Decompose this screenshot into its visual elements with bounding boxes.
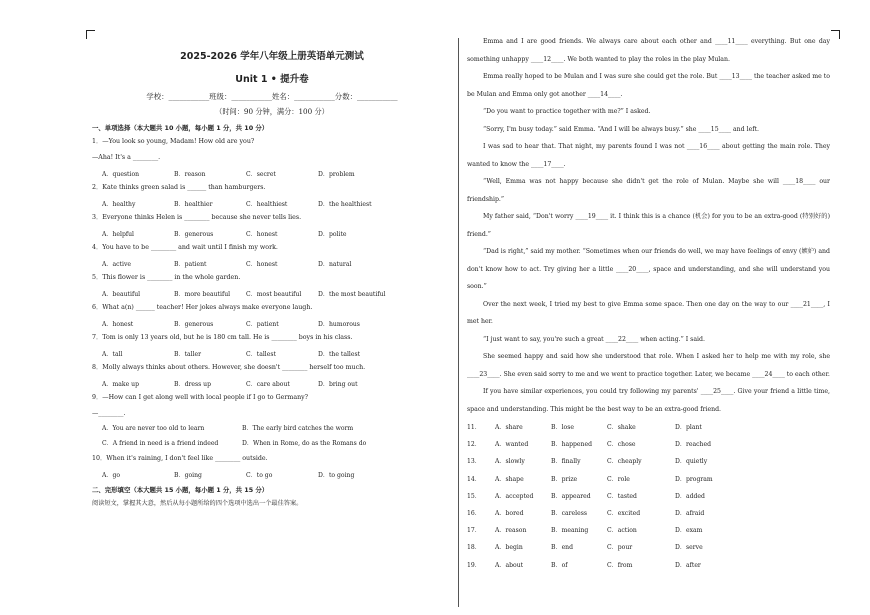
option-row	[92, 259, 452, 268]
option-row	[92, 349, 452, 358]
choice-row	[467, 556, 830, 573]
passage-paragraph: She seemed happy and said how she understood that role. When I asked her to help me with my role, she ____23____. She even said sorry to me and we went to practice together. Later, we became ____24____ to each other.	[467, 353, 830, 378]
section-instructions: 阅读短文，掌握其大意，然后从每小题所给的四个选项中选出一个最佳答案。	[92, 500, 303, 507]
question-stem: 8．Molly always thinks about others. However, she doesn't ________ herself too much.	[92, 364, 366, 371]
cloze-choices	[467, 418, 830, 573]
question-stem: 1．—You look so young, Madam! How old are you?	[92, 138, 255, 145]
answer-option[interactable]: A．You are never too old to learn	[102, 425, 205, 432]
answer-option[interactable]: B．end	[551, 544, 574, 552]
section-heading: 二、完形填空（本大题共 15 小题，每小题 1 分，共 15 分）	[92, 486, 269, 494]
time-score-line: （时间：90 分钟，满分：100 分）	[215, 107, 329, 116]
choice-row	[467, 504, 830, 521]
option-row	[92, 199, 452, 208]
option-row	[102, 424, 452, 433]
answer-option[interactable]: A．about	[495, 561, 524, 569]
answer-option[interactable]: B．reason	[174, 171, 206, 178]
answer-option[interactable]: A．reason	[495, 527, 527, 535]
question-stem: 4．You have to be ________ and wait until I finish my work.	[92, 244, 278, 251]
choice-number: 13．	[467, 458, 481, 466]
answer-option[interactable]: A．accepted	[495, 492, 534, 500]
answer-option[interactable]: D．problem	[318, 171, 355, 178]
answer-option[interactable]: C．cheaply	[607, 458, 642, 466]
question-item	[92, 303, 452, 312]
answer-option[interactable]: D．the most beautiful	[318, 291, 386, 298]
answer-option[interactable]: B．finally	[551, 458, 581, 466]
answer-option[interactable]: D．When in Rome, do as the Romans do	[242, 440, 367, 447]
choice-number: 11．	[467, 424, 481, 432]
answer-option[interactable]: B．more beautiful	[174, 291, 231, 298]
answer-option[interactable]: C．excited	[607, 510, 641, 518]
choice-number: 15．	[467, 492, 481, 500]
question-stem: 9．—How can I get along well with local people if I go to Germany?	[92, 394, 309, 401]
question-item	[92, 393, 452, 418]
answer-option[interactable]: A．make up	[102, 381, 139, 388]
answer-option[interactable]: C．healthiest	[246, 201, 288, 208]
answer-option[interactable]: D．to going	[318, 472, 355, 479]
answer-option[interactable]: C．action	[607, 527, 637, 535]
option-block	[92, 424, 452, 448]
answer-option[interactable]: D．reached	[675, 441, 711, 449]
cloze-passage	[467, 33, 830, 418]
answer-option[interactable]: B．dress up	[174, 381, 212, 388]
question-stem: 2．Kate thinks green salad is ______ than hamburgers.	[92, 184, 266, 191]
section-heading: 一、单项选择（本大题共 10 小题，每小题 1 分，共 10 分）	[92, 124, 269, 132]
answer-option[interactable]: A．beautiful	[102, 291, 141, 298]
passage-paragraph: I was sad to hear that. That night, my parents found I was not ____16____ about getting the main role. They wanted to know the ____17____.	[467, 143, 830, 168]
answer-option[interactable]: A．healthy	[102, 201, 136, 208]
question-item	[92, 273, 452, 282]
answer-option[interactable]: C．honest	[246, 231, 278, 238]
answer-option[interactable]: A．share	[495, 424, 523, 432]
option-row	[92, 289, 452, 298]
passage-paragraph: “I just want to say, you're such a great ____22____ when acting.” I said.	[483, 335, 705, 343]
answer-option[interactable]: B．patient	[174, 261, 207, 268]
answer-option[interactable]: D．natural	[318, 261, 352, 268]
answer-option[interactable]: D．exam	[675, 527, 703, 535]
answer-option[interactable]: B．careless	[551, 510, 587, 518]
choice-row	[467, 418, 830, 435]
answer-option[interactable]: D．afraid	[675, 510, 705, 518]
option-row	[102, 439, 452, 448]
option-row	[92, 169, 452, 178]
unit-subtitle: Unit 1 • 提升卷	[235, 74, 309, 85]
choice-number: 17．	[467, 527, 481, 535]
question-item	[92, 363, 452, 372]
passage-paragraph: Emma and I are good friends. We always care about each other and ____11____ everything. But one day something unhappy ____12____. We both wanted to play the roles in the play Mulan.	[467, 38, 830, 63]
answer-option[interactable]: A．honest	[102, 321, 134, 328]
question-item	[92, 213, 452, 222]
answer-option[interactable]: C．honest	[246, 261, 278, 268]
option-row	[92, 470, 452, 479]
answer-option[interactable]: C．care about	[246, 381, 290, 388]
multiple-choice-list	[92, 137, 452, 479]
choice-row	[467, 435, 830, 452]
answer-option[interactable]: D．serve	[675, 544, 703, 552]
option-row	[92, 319, 452, 328]
answer-option[interactable]: B．generous	[174, 231, 214, 238]
crop-mark	[831, 30, 840, 39]
answer-option[interactable]: D．the healthiest	[318, 201, 372, 208]
answer-option[interactable]: C．tallest	[246, 351, 276, 358]
answer-option[interactable]: B．The early bird catches the worm	[242, 425, 354, 432]
passage-paragraph: Over the next week, I tried my best to give Emma some space. Then one day on the way to our ____21____, I met her.	[467, 300, 830, 325]
passage-paragraph: “Well, Emma was not happy because she didn't get the role of Mulan. Maybe she will ____18____ our friendship.”	[467, 178, 830, 203]
answer-option[interactable]: D．the tallest	[318, 351, 361, 358]
answer-option[interactable]: B．happened	[551, 441, 592, 449]
answer-option[interactable]: C．to go	[246, 472, 273, 479]
answer-option[interactable]: A．active	[102, 261, 131, 268]
answer-option[interactable]: C．from	[607, 561, 633, 569]
answer-option[interactable]: A．wanted	[495, 441, 529, 449]
answer-option[interactable]: B．lose	[551, 424, 574, 432]
answer-option[interactable]: A．go	[102, 472, 121, 479]
answer-option[interactable]: A．begin	[495, 544, 523, 552]
answer-option[interactable]: D．plant	[675, 424, 702, 432]
choice-row	[467, 470, 830, 487]
answer-option[interactable]: B．appeared	[551, 492, 591, 500]
answer-option[interactable]: B．healthier	[174, 201, 213, 208]
answer-option[interactable]: C．patient	[246, 321, 279, 328]
question-item	[92, 137, 452, 162]
passage-paragraph: “Sorry, I'm busy today.” said Emma. “And I will be always busy.” she ____15____ and left.	[483, 125, 759, 133]
passage-paragraph: “Do you want to practice together with me?” I asked.	[483, 108, 651, 115]
choice-row	[467, 487, 830, 504]
answer-option[interactable]: D．quietly	[675, 458, 708, 466]
question-stem-reply: —Aha! It's a ________.	[92, 154, 161, 161]
choice-number: 18．	[467, 544, 481, 552]
student-info-line: 学校：___________班级：___________姓名：___________分数：___________	[146, 92, 398, 101]
answer-option[interactable]: C．role	[607, 475, 630, 483]
answer-option[interactable]: B．meaning	[551, 527, 589, 535]
answer-option[interactable]: A．helpful	[102, 231, 135, 238]
choice-number: 14．	[467, 475, 481, 483]
answer-option[interactable]: B．prize	[551, 475, 578, 483]
question-item	[92, 454, 452, 463]
question-item	[92, 183, 452, 192]
option-row	[92, 379, 452, 388]
choice-number: 12．	[467, 441, 481, 449]
exam-title: 2025-2026 学年八年级上册英语单元测试	[180, 51, 364, 62]
answer-option[interactable]: C．secret	[246, 171, 276, 178]
choice-number: 19．	[467, 561, 481, 569]
passage-paragraph: My father said, “Don't worry ____19____ it. I think this is a chance (机会) for you to be an extra-good (特别好的) friend.”	[467, 213, 830, 238]
answer-option[interactable]: C．pour	[607, 544, 633, 552]
question-item	[92, 243, 452, 252]
answer-option[interactable]: A．tall	[102, 351, 123, 358]
answer-option[interactable]: B．generous	[174, 321, 214, 328]
answer-option[interactable]: C．A friend in need is a friend indeed	[102, 440, 219, 447]
question-stem: 10．When it's raining, I don't feel like ________ outside.	[92, 455, 268, 462]
answer-option[interactable]: C．tasted	[607, 492, 637, 500]
question-stem: 7．Tom is only 13 years old, but he is 180 cm tall. He is ________ boys in his class.	[92, 334, 353, 341]
choice-row	[467, 452, 830, 469]
choice-row	[467, 521, 830, 538]
left-column	[92, 38, 452, 607]
passage-paragraph: Emma really hoped to be Mulan and I was sure she could get the role. But ____13____ the teacher asked me to be Mulan and Emma only got another ____14____.	[467, 73, 830, 98]
option-row	[92, 229, 452, 238]
answer-option[interactable]: D．bring out	[318, 381, 358, 388]
answer-option[interactable]: B．taller	[174, 351, 202, 358]
answer-option[interactable]: B．of	[551, 561, 568, 569]
question-stem-reply: —________.	[92, 410, 126, 417]
answer-option[interactable]: D．after	[675, 561, 701, 569]
question-stem: 5．This flower is ________ in the whole garden.	[92, 274, 241, 281]
answer-option[interactable]: D．polite	[318, 231, 347, 238]
answer-option[interactable]: D．program	[675, 475, 713, 483]
choice-row	[467, 538, 830, 555]
passage-paragraph: “Dad is right,” said my mother. “Sometimes when our friends do well, we may have feelings of envy (嫉妒) and don't know how to act. Try giving her a little ____20____, space and understanding, and she will understand you soon.”	[467, 248, 830, 290]
answer-option[interactable]: D．humorous	[318, 321, 360, 328]
question-item	[92, 333, 452, 342]
question-stem: 6．What a(n) ______ teacher! Her jokes always make everyone laugh.	[92, 304, 313, 311]
answer-option[interactable]: A．question	[102, 171, 140, 178]
answer-option[interactable]: A．bored	[495, 510, 524, 518]
answer-option[interactable]: C．most beautiful	[246, 291, 302, 298]
answer-option[interactable]: B．going	[174, 472, 202, 479]
choice-number: 16．	[467, 510, 481, 518]
right-column	[467, 38, 830, 607]
answer-option[interactable]: A．shape	[495, 475, 524, 483]
answer-option[interactable]: D．added	[675, 492, 705, 500]
answer-option[interactable]: C．chose	[607, 441, 636, 449]
answer-option[interactable]: A．slowly	[495, 458, 525, 466]
question-stem: 3．Everyone thinks Helen is ________ because she never tells lies.	[92, 214, 302, 221]
column-divider	[458, 38, 459, 607]
passage-paragraph: If you have similar experiences, you could try following my parents' ____25____. Give your friend a little time, space and understanding. This might be the best way to be an extra-good friend.	[467, 388, 830, 413]
answer-option[interactable]: C．shake	[607, 424, 636, 432]
